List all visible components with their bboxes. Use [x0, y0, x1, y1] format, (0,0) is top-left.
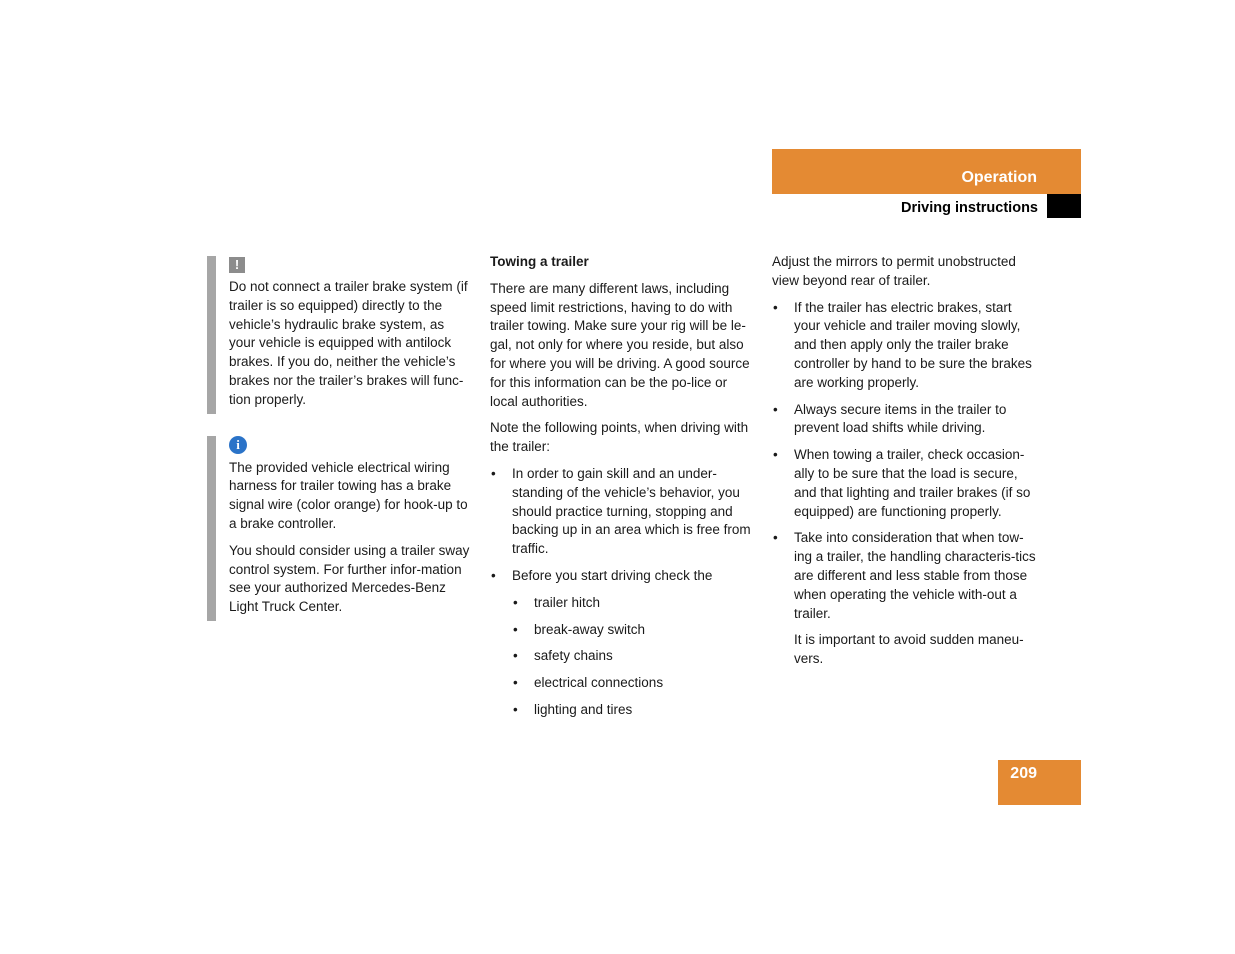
list-item: • If the trailer has electric brakes, start your vehicle and trailer moving slowly, and then apply only the trailer brake controller by hand to be sure the brakes are working properly. — [772, 299, 1040, 393]
check-item: • electrical connections — [512, 674, 758, 693]
notes-column — [207, 256, 473, 621]
page-number-box — [998, 760, 1081, 805]
warning-text: Do not connect a trailer brake system (if trailer is so equipped) directly to the vehicle’s hydraulic brake system, as your vehicle is equipped with antilock brakes. If you do, neither the vehicle’s brakes nor the trailer’s brakes will func-tion properly. — [229, 279, 468, 407]
section-header-bar — [772, 149, 1081, 194]
check-item: • safety chains — [512, 647, 758, 666]
check-items-list — [512, 594, 758, 720]
bullet-text: Before you start driving check the — [512, 567, 713, 583]
list-item: • Always secure items in the trailer to prevent load shifts while driving. — [772, 401, 1040, 439]
towing-intro: There are many different laws, including speed limit restrictions, having to do with trailer towing. Make sure your rig will be le-gal, not only for where you reside, but also for where you will be driving. A good source for this information can be the po-lice or local authorities. — [490, 280, 750, 409]
check-item: • trailer hitch — [512, 594, 758, 613]
list-item: • When towing a trailer, check occasion-ally to be sure that the load is secure, and that lighting and trailer brakes (if so equipped) are functioning properly. — [772, 446, 1040, 521]
right-bullet-list — [772, 299, 1040, 624]
list-item: • Take into consideration that when tow-ing a trailer, the handling characteris-tics are different and less stable from those when operating the vehicle with-out a trailer. — [772, 529, 1040, 623]
warning-icon: ! — [229, 257, 245, 273]
list-item — [490, 567, 758, 720]
list-item — [490, 465, 758, 559]
right-column — [772, 253, 1040, 677]
towing-note-points: Note the following points, when driving with the trailer: — [490, 420, 749, 455]
info-note — [207, 436, 473, 621]
info-paragraph: You should consider using a trailer sway control system. For further infor-mation see your authorized Mercedes-Benz Light Truck Center. — [229, 542, 470, 615]
section-title: Operation — [961, 169, 1037, 186]
check-item: • lighting and tires — [512, 701, 758, 720]
towing-bullet-list — [490, 465, 758, 720]
warning-note — [207, 256, 473, 414]
towing-column — [490, 253, 758, 728]
towing-heading: Towing a trailer — [490, 254, 589, 269]
info-paragraph: The provided vehicle electrical wiring harness for trailer towing has a brake signal wire (color orange) for hook-up to a brake controller. — [229, 459, 468, 531]
subsection-title: Driving instructions — [901, 200, 1038, 216]
header-marker-block — [1047, 194, 1081, 218]
page-number: 209 — [1010, 765, 1037, 782]
info-icon: i — [229, 436, 247, 454]
check-item: • break-away switch — [512, 621, 758, 640]
bullet-text: In order to gain skill and an under-standing of the vehicle’s behavior, you should practice turning, stopping and backing up in an area which is free from traffic. — [512, 465, 751, 557]
closing-text: It is important to avoid sudden maneu-vers. — [794, 632, 1024, 667]
mirrors-text: Adjust the mirrors to permit unobstructed view beyond rear of trailer. — [772, 254, 1016, 288]
